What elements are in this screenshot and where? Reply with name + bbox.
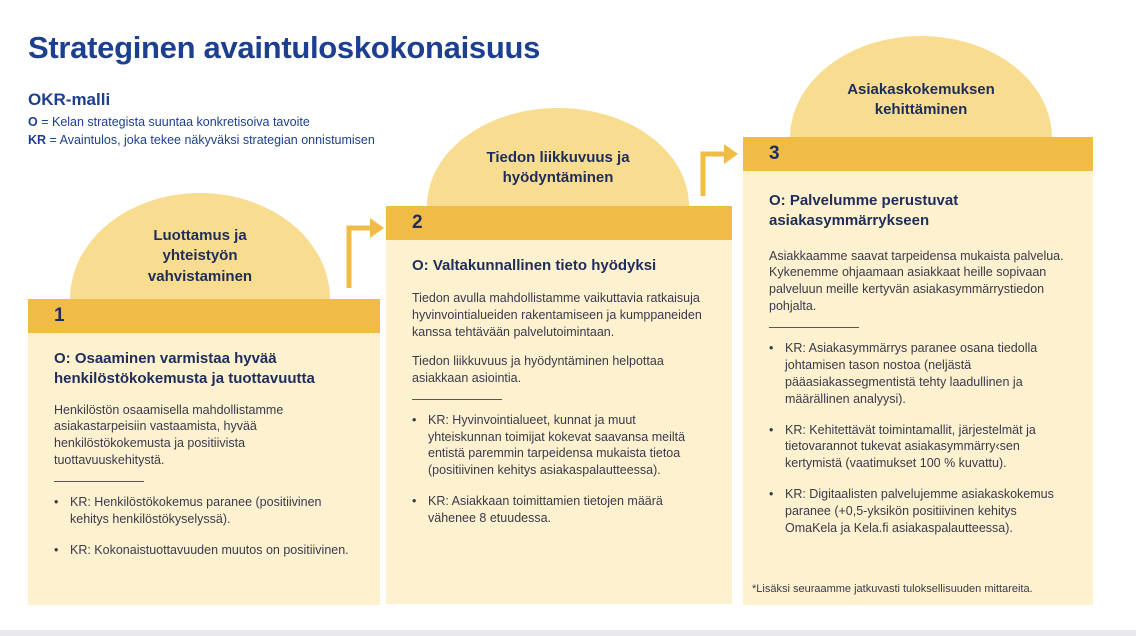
step-1-dome-label: Luottamus ja yhteistyön vahvistaminen [147,227,253,285]
step-1-kr-list [54,494,356,559]
okr-kr-key: KR [28,133,47,147]
okr-o-key: O [28,115,38,129]
kr-item: • KR: Kehitettävät toimintamallit, järjestelmät ja tietovarannot tukevat asiakasymmärry‹sen kertymistä (vaatimukset 100 % kuvattu). [769,422,1069,473]
step-3-kr-list [769,340,1069,537]
step-1-band: 1 [28,299,380,333]
step-2-dome-label: Tiedon liikkuvuus ja hyödyntäminen [486,149,630,187]
step-1-card [28,333,380,605]
step-2-objective: O: Valtakunnallinen tieto hyödyksi [412,257,657,274]
step-3-objective: O: Palvelumme perustuvat asiakasymmärrykseen [769,192,959,230]
step-1-paragraph: Henkilöstön osaamisella mahdollistamme asiakastarpeisiin vastaamista, hyvää henkilöstökokemusta ja positiivista tuottavuuskehitystä. [54,402,284,468]
bottom-edge [0,630,1136,636]
step-1-objective: O: Osaaminen varmistaa hyvää henkilöstökokemusta ja tuottavuutta [54,350,315,388]
divider [54,481,144,482]
divider [412,399,502,400]
kr-item: • KR: Hyvinvointialueet, kunnat ja muut yhteiskunnan toimijat kokevat saavansa meiltä entistä paremmin tarpeidensa mukaista tietoa (positiivinen kehitys asiakaspalautteessa). [412,412,708,480]
kr-item: • KR: Asiakkaan toimittamien tietojen määrä vähenee 8 etuudessa. [412,493,708,527]
kr-item: • KR: Henkilöstökokemus paranee (positiivinen kehitys henkilöstökyselyssä). [54,494,356,528]
kr-item: • KR: Asiakasymmärrys paranee osana tiedolla johtamisen tason nostoa (neljästä pääasiakassegmentistä tehty laadullinen ja määrällinen analyysi). [769,340,1069,408]
kr-item: • KR: Kokonaistuottavuuden muutos on positiivinen. [54,542,356,559]
step-2-kr-list [412,412,708,527]
okr-o-definition [28,115,310,129]
okr-kr-text: = Avaintulos, joka tekee näkyväksi strategian onnistumisen [46,133,375,147]
kr-item: • KR: Digitaalisten palvelujemme asiakaskokemus paranee (+0,5-yksikön positiivinen kehitys OmaKela ja Kela.fi asiakaspalautteessa). [769,486,1069,537]
step-3-card [743,171,1093,605]
step-2-band: 2 [386,206,732,240]
step-arrow-icon [694,140,744,198]
divider [769,327,859,328]
step-3-band: 3 [743,137,1093,171]
page-title: Strateginen avaintuloskokonaisuus [28,30,541,65]
step-3-paragraph: Asiakkaamme saavat tarpeidensa mukaista palvelua. Kykenemme ohjaamaan asiakkaat heille sopivaan palveluun meille kertyvän asiakasymmärrystiedon pohjalta. [769,248,1064,314]
okr-o-text: = Kelan strategista suuntaa konkretisoiva tavoite [37,115,310,129]
footnote: *Lisäksi seuraamme jatkuvasti tuloksellisuuden mittareita. [752,583,1033,595]
okr-heading: OKR-malli [28,90,111,109]
step-2-card [386,240,732,604]
step-3-dome-label: Asiakaskokemuksen kehittäminen [847,81,995,119]
step-2-paragraph: Tiedon liikkuvuus ja hyödyntäminen helpottaa asiakkaan asiointia. [412,353,664,385]
step-arrow-icon [340,212,390,290]
okr-kr-definition [28,133,375,147]
step-2-paragraph: Tiedon avulla mahdollistamme vaikuttavia ratkaisuja hyvinvointialueiden rakentamiseen ja kumppaneiden kanssa tehtävään palvelutoimintaan. [412,291,702,339]
